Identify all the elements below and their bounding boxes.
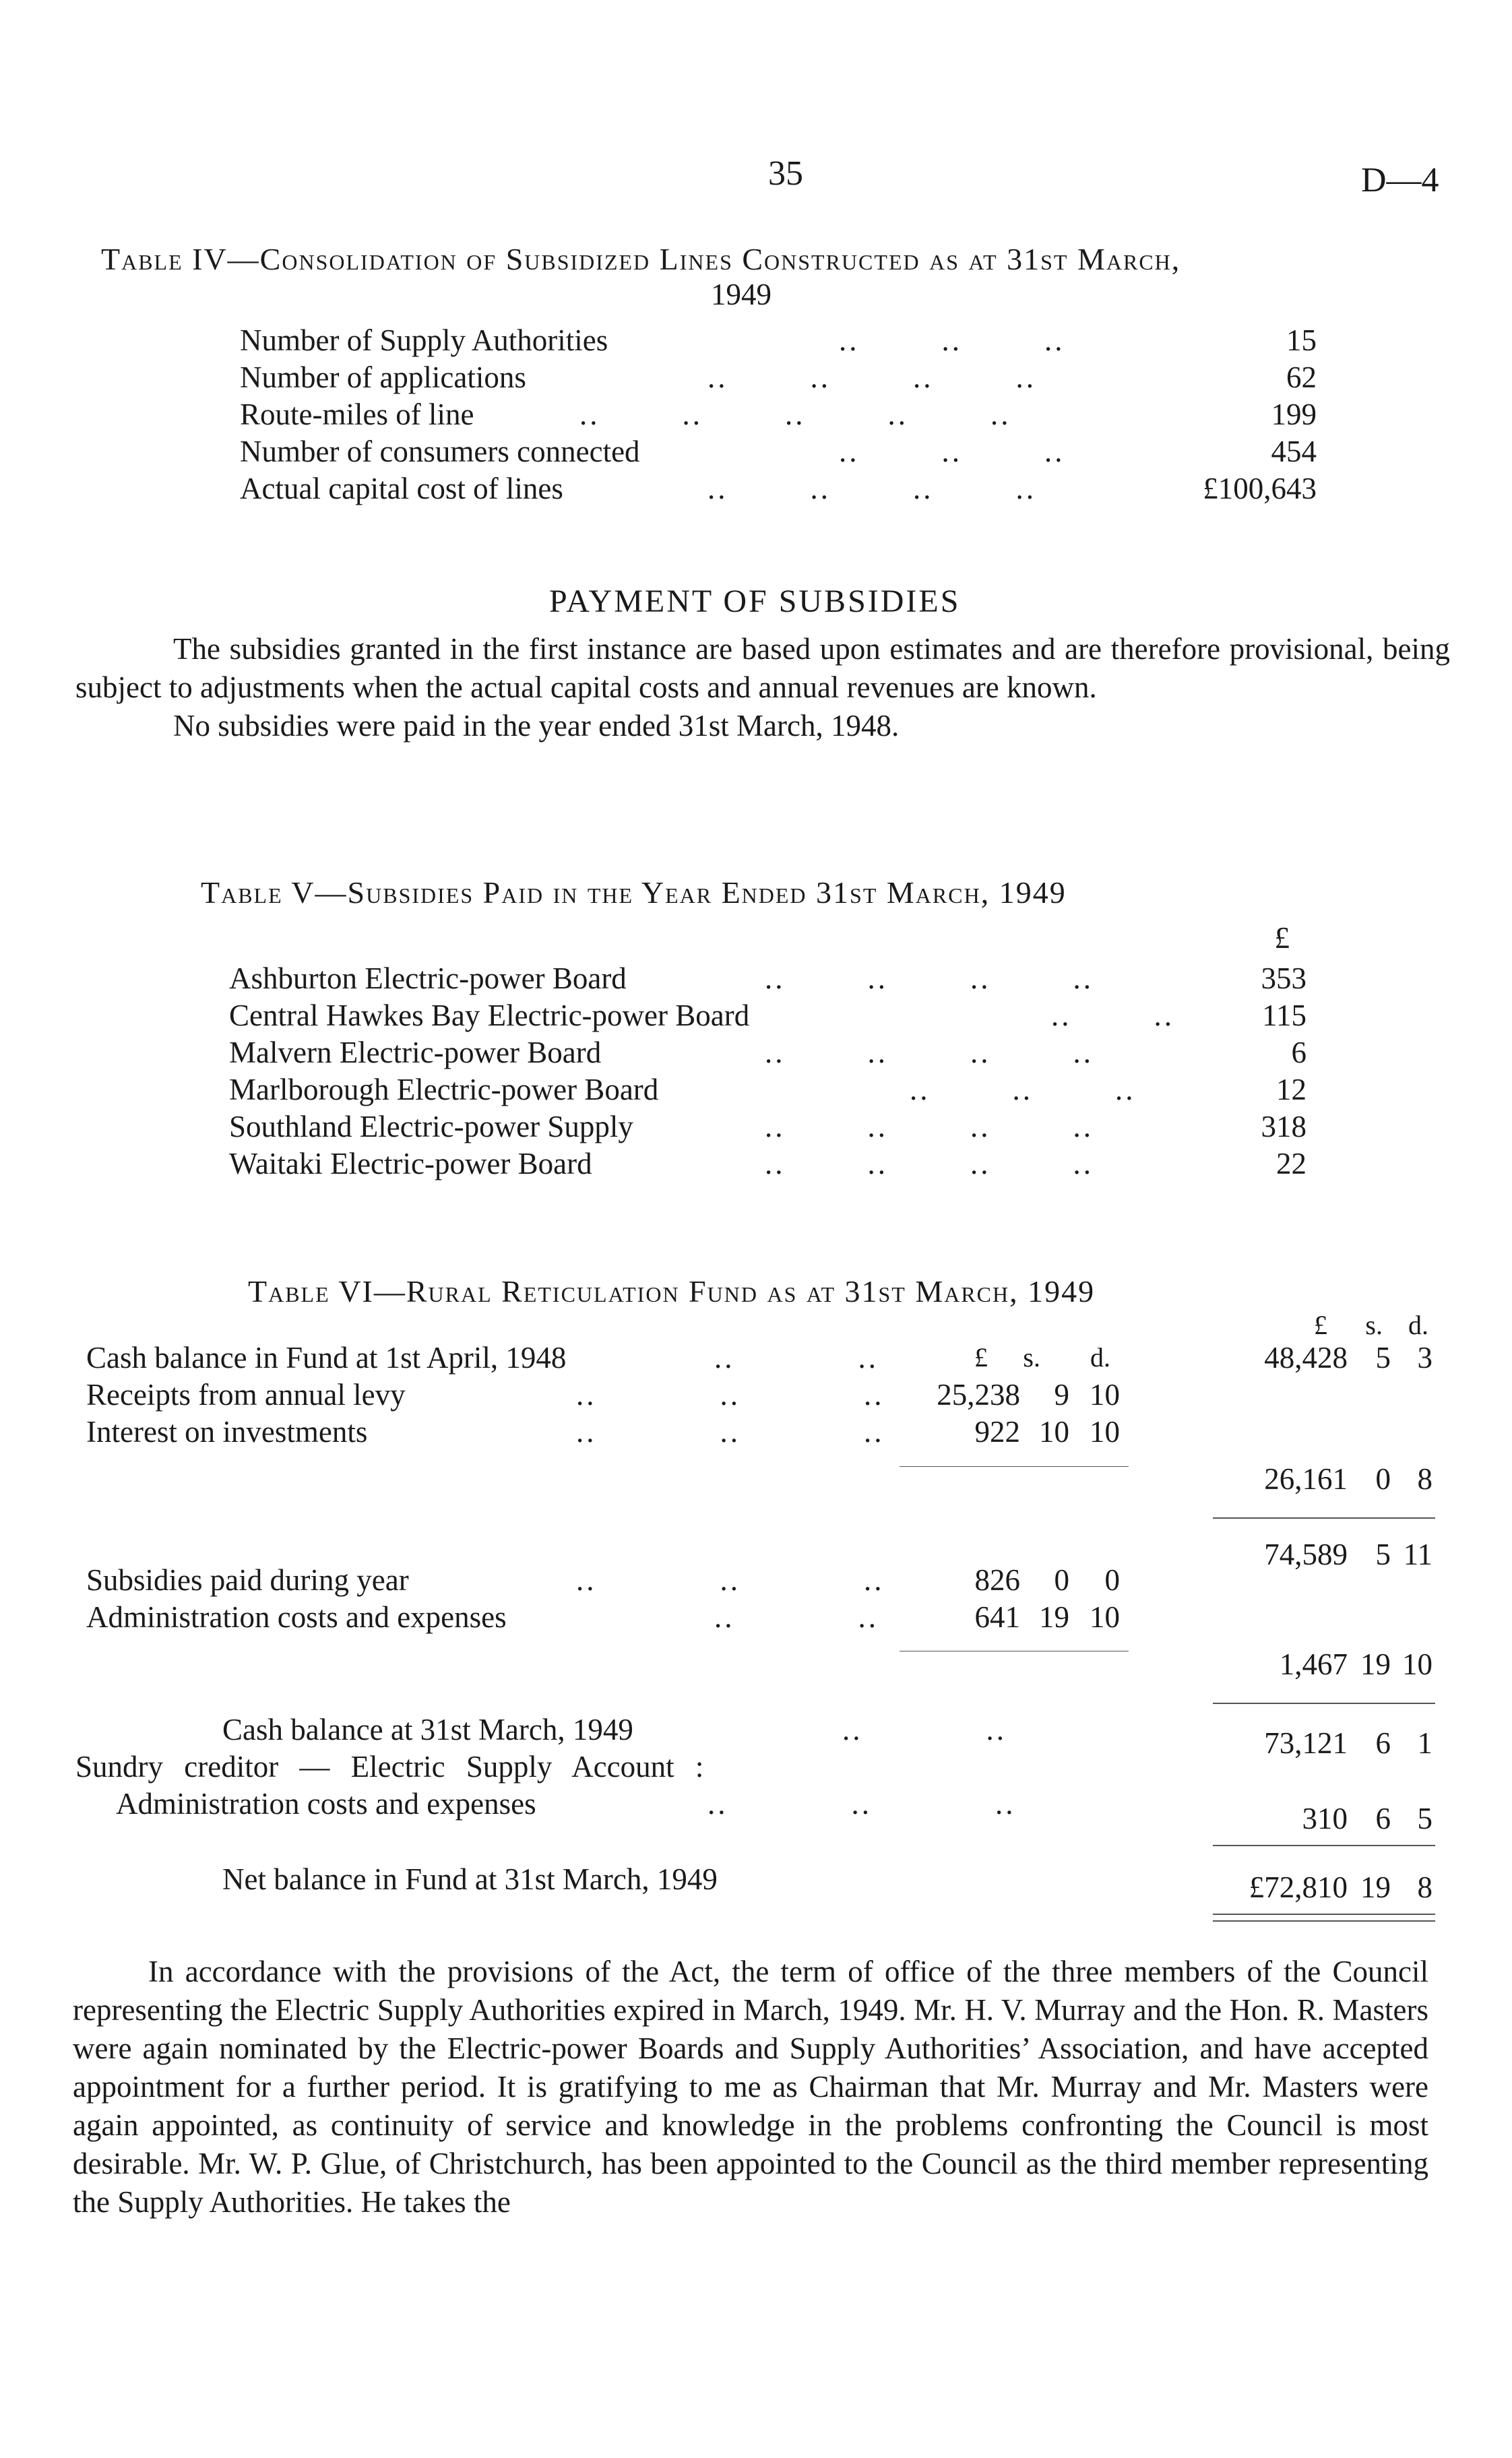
leader-dots: .. .. .. bbox=[839, 323, 1065, 357]
leader-dots: .. .. .. bbox=[576, 1415, 885, 1449]
amount-pounds: 74,589 bbox=[1264, 1538, 1348, 1571]
inner-col-header-pence: d. bbox=[1090, 1342, 1110, 1373]
amount-pence: 11 bbox=[1403, 1538, 1432, 1571]
amount-pounds: 73,121 bbox=[1264, 1726, 1348, 1760]
inner-col-header-shillings: s. bbox=[1023, 1342, 1040, 1373]
amount-shillings: 19 bbox=[1039, 1600, 1069, 1634]
leader-dots: .. .. .. .. .. bbox=[579, 398, 1011, 431]
amount-pence: 3 bbox=[1417, 1341, 1432, 1375]
amount-pence: 10 bbox=[1402, 1647, 1432, 1681]
table-row-value: 318 bbox=[1261, 1110, 1306, 1143]
amount-pounds: 25,238 bbox=[937, 1378, 1020, 1412]
sundry-admin-label: Administration costs and expenses bbox=[116, 1787, 536, 1821]
amount-pounds: 26,161 bbox=[1264, 1462, 1348, 1496]
amount-shillings: 19 bbox=[1360, 1870, 1391, 1904]
amount-pounds: £72,810 bbox=[1249, 1870, 1348, 1904]
table-vi-title: Table VI—Rural Reticulation Fund as at 31st March, 1949 bbox=[248, 1274, 1096, 1309]
divider bbox=[1213, 1845, 1435, 1846]
amount-shillings: 0 bbox=[1375, 1462, 1391, 1496]
table-row-label: Central Hawkes Bay Electric-power Board bbox=[229, 999, 750, 1032]
payment-paragraph-2: No subsidies were paid in the year ended 31st March, 1948. bbox=[173, 709, 900, 743]
amount-shillings: 5 bbox=[1375, 1538, 1391, 1571]
leader-dots: .. .. bbox=[842, 1713, 1007, 1746]
closing-paragraph-text: In accordance with the provisions of the Act, the term of office of the three members of the Council representing the Electric Supply Authorities expired in March, 1949. Mr. H. V. Murray and the Hon. R. Masters were again nominated by the Electric-power Boards and Supply Authorities’ Association, and have accepted appointment for a further period. It is gratifying to me as Chairman that Mr. Murray and Mr. Masters were again appointed, as continuity of service and knowledge in the problems confronting the Council is most desirable. Mr. W. P. Glue, of Christchurch, has been appointed to the Council as the third member representing the Supply Authorities. He takes the bbox=[73, 1955, 1428, 2219]
table-row-label: Receipts from annual levy bbox=[86, 1378, 406, 1412]
table-row-value: 199 bbox=[1271, 398, 1317, 431]
page-number: 35 bbox=[768, 154, 803, 193]
closing-paragraph bbox=[73, 1953, 1428, 2221]
table-row-label: Ashburton Electric-power Board bbox=[229, 962, 627, 995]
amount-pence: 1 bbox=[1417, 1726, 1432, 1760]
leader-dots: .. .. .. .. bbox=[765, 1110, 1094, 1143]
amount-pence: 10 bbox=[1090, 1600, 1120, 1634]
amount-shillings: 6 bbox=[1375, 1802, 1391, 1835]
table-row-value: 353 bbox=[1261, 962, 1306, 995]
table-row-label: Cash balance in Fund at 1st April, 1948 bbox=[86, 1341, 567, 1375]
divider bbox=[900, 1466, 1129, 1467]
document-reference: D—4 bbox=[1361, 161, 1439, 199]
table-row-label: Marlborough Electric-power Board bbox=[229, 1073, 659, 1106]
amount-pence: 8 bbox=[1417, 1462, 1432, 1496]
col-header-pounds: £ bbox=[1314, 1310, 1327, 1340]
leader-dots: .. .. bbox=[714, 1600, 879, 1634]
sundry-creditor-label: Sundry creditor — Electric Supply Account : bbox=[75, 1750, 704, 1784]
divider bbox=[1213, 1517, 1435, 1519]
table-row-label: Southland Electric-power Supply bbox=[229, 1110, 633, 1143]
amount-pence: 10 bbox=[1090, 1378, 1120, 1412]
amount-pounds: 48,428 bbox=[1264, 1341, 1348, 1375]
table-row-label: Interest on investments bbox=[86, 1415, 368, 1449]
leader-dots: .. .. .. .. bbox=[765, 1036, 1094, 1069]
leader-dots: .. .. .. .. bbox=[765, 962, 1094, 995]
table-row-label: Number of Supply Authorities bbox=[240, 323, 608, 357]
inner-col-header-pounds: £ bbox=[974, 1342, 988, 1373]
table-row-value: 62 bbox=[1286, 360, 1317, 394]
section-heading-payment: PAYMENT OF SUBSIDIES bbox=[549, 584, 961, 619]
table-iv-title: Table IV—Consolidation of Subsidized Lines Constructed as at 31st March, bbox=[101, 242, 1181, 276]
double-rule-top bbox=[1213, 1914, 1435, 1915]
table-row-value: 115 bbox=[1262, 999, 1306, 1032]
amount-shillings: 5 bbox=[1375, 1341, 1391, 1375]
amount-pounds: 1,467 bbox=[1279, 1647, 1348, 1681]
amount-shillings: 10 bbox=[1039, 1415, 1069, 1449]
leader-dots: .. .. .. .. bbox=[765, 1147, 1094, 1180]
amount-shillings: 19 bbox=[1360, 1647, 1391, 1681]
amount-shillings: 9 bbox=[1054, 1378, 1069, 1412]
table-row-value: 6 bbox=[1291, 1036, 1306, 1069]
leader-dots: .. .. .. bbox=[576, 1563, 885, 1597]
table-v-currency: £ bbox=[1274, 921, 1290, 955]
table-row-label: Subsidies paid during year bbox=[86, 1563, 409, 1597]
table-iv-title-year: 1949 bbox=[711, 278, 771, 311]
amount-pounds: 641 bbox=[974, 1600, 1020, 1634]
amount-shillings: 6 bbox=[1375, 1726, 1391, 1760]
table-row-label: Administration costs and expenses bbox=[86, 1600, 507, 1634]
leader-dots: .. .. .. bbox=[910, 1073, 1136, 1106]
amount-pounds: 922 bbox=[974, 1415, 1020, 1449]
table-row-value: 12 bbox=[1276, 1073, 1306, 1106]
amount-pence: 0 bbox=[1104, 1563, 1120, 1597]
table-row-label: Route-miles of line bbox=[240, 398, 474, 431]
table-row-label: Net balance in Fund at 31st March, 1949 bbox=[222, 1862, 718, 1896]
table-row-value: 454 bbox=[1271, 435, 1317, 468]
amount-pounds: 826 bbox=[974, 1563, 1020, 1597]
double-rule-bottom bbox=[1213, 1920, 1435, 1922]
table-row-label: Cash balance at 31st March, 1949 bbox=[222, 1713, 633, 1746]
leader-dots: .. .. .. .. bbox=[707, 360, 1036, 394]
leader-dots: .. .. .. .. bbox=[707, 472, 1036, 505]
table-row-label: Actual capital cost of lines bbox=[240, 472, 563, 505]
table-v-title: Table V—Subsidies Paid in the Year Ended 31st March, 1949 bbox=[201, 875, 1067, 910]
payment-paragraph bbox=[75, 630, 1450, 745]
table-row-value: £100,643 bbox=[1203, 472, 1317, 505]
leader-dots: .. .. bbox=[714, 1341, 879, 1375]
amount-shillings: 0 bbox=[1054, 1563, 1069, 1597]
leader-dots: .. .. bbox=[1051, 999, 1174, 1032]
amount-pence: 5 bbox=[1417, 1802, 1432, 1835]
amount-pounds: 310 bbox=[1302, 1802, 1348, 1835]
leader-dots: .. .. .. bbox=[839, 435, 1065, 468]
divider bbox=[1213, 1703, 1435, 1704]
table-row-value: 22 bbox=[1276, 1147, 1306, 1180]
col-header-pence: d. bbox=[1408, 1310, 1428, 1340]
table-row-label: Number of applications bbox=[240, 360, 526, 394]
amount-pence: 10 bbox=[1090, 1415, 1120, 1449]
table-row-value: 15 bbox=[1286, 323, 1317, 357]
col-header-shillings: s. bbox=[1365, 1310, 1383, 1340]
table-row-label: Number of consumers connected bbox=[240, 435, 640, 468]
leader-dots: .. .. .. bbox=[576, 1378, 885, 1412]
amount-pence: 8 bbox=[1417, 1870, 1432, 1904]
table-row-label: Waitaki Electric-power Board bbox=[229, 1147, 592, 1180]
leader-dots: .. .. .. bbox=[707, 1787, 1016, 1821]
table-row-label: Malvern Electric-power Board bbox=[229, 1036, 602, 1069]
payment-paragraph-1: The subsidies granted in the first instance are based upon estimates and are therefore provisional, being subject to adjustments when the actual capital costs and annual revenues are known. bbox=[75, 632, 1450, 704]
